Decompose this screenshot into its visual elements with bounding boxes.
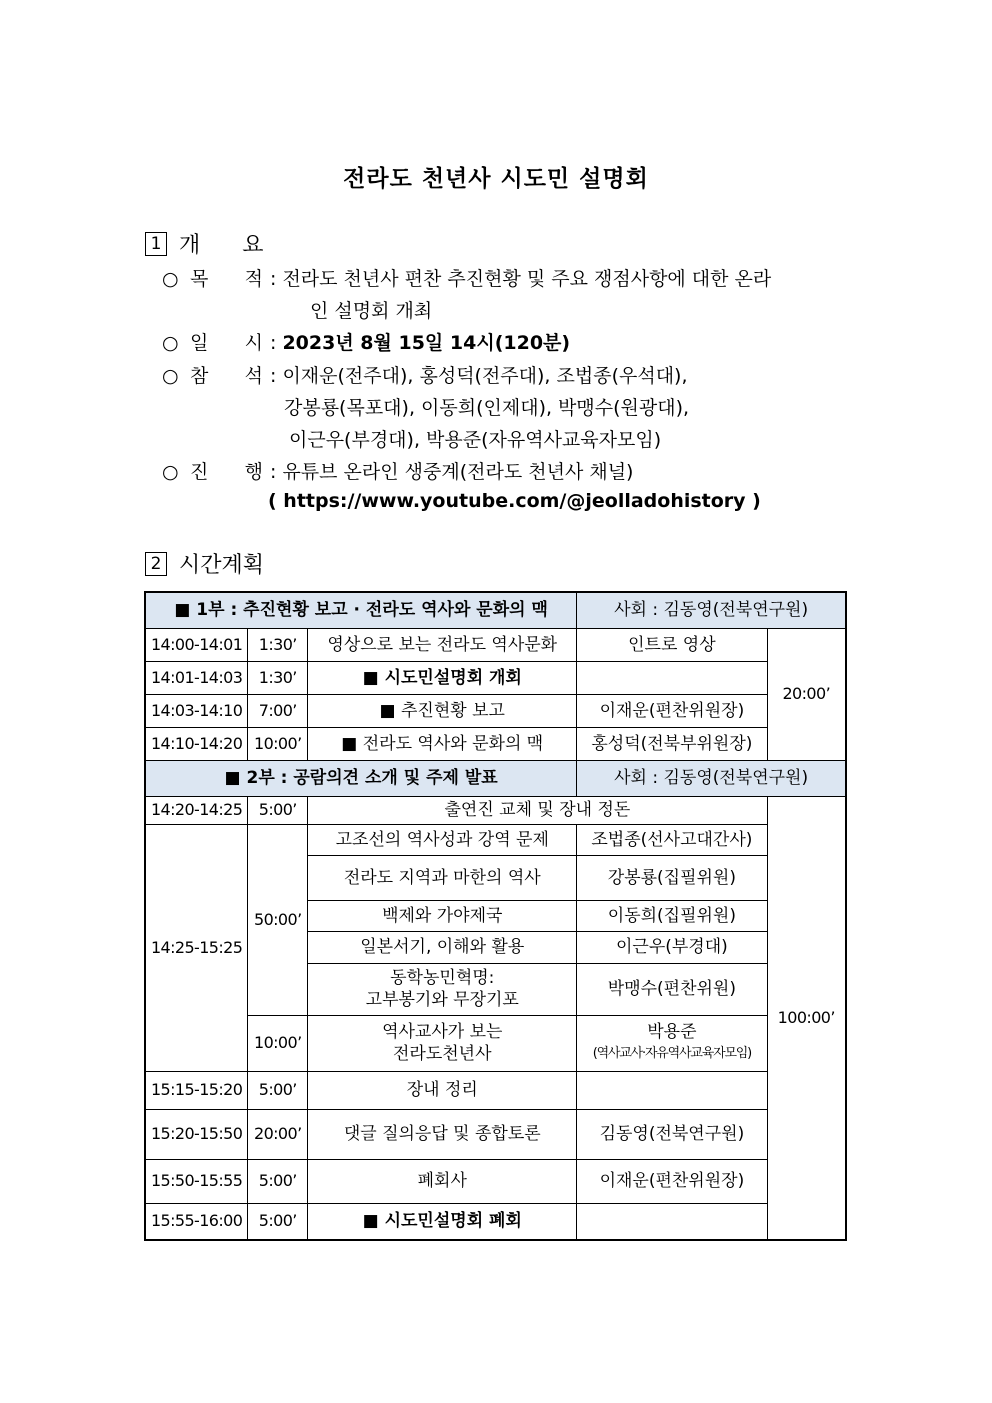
purpose-text-cont: 인 설명회 개최 [310, 300, 433, 322]
time-cell: 14:25-15:25 [145, 824, 248, 1071]
content-line: 고부봉기와 무장기포 [365, 990, 519, 1010]
bullet-circle: ○ [162, 268, 179, 290]
separator: : [270, 461, 277, 483]
separator: : [270, 268, 277, 290]
time-cell: 14:20-14:25 [145, 796, 248, 824]
duration-cell: 10:00’ [248, 727, 308, 760]
part2-header [145, 760, 846, 796]
duration-cell: 10:00’ [248, 1015, 308, 1071]
purpose-label: 목 적 [190, 268, 263, 290]
content-cell: 폐회사 [308, 1159, 577, 1203]
person-cell: 홍성덕(전북부위원장) [577, 727, 767, 760]
section-number-box: 2 [145, 552, 167, 576]
duration-cell: 5:00’ [248, 796, 308, 824]
content-cell: ■ 전라도 역사와 문화의 맥 [308, 727, 577, 760]
person-cell: 이근우(부경대) [577, 931, 767, 963]
section-number-box: 1 [145, 232, 167, 256]
progress-text: 유튜브 온라인 생중계(전라도 천년사 채널) [282, 461, 634, 483]
duration-cell: 5:00’ [248, 1203, 308, 1240]
purpose-text: 전라도 천년사 편찬 추진현황 및 주요 쟁점사항에 대한 온라 [282, 268, 772, 290]
person-cell [577, 661, 767, 694]
separator: : [270, 365, 277, 387]
section-2-title: 시간계획 [179, 553, 265, 578]
person-cell: 조법종(선사고대간사) [577, 824, 767, 855]
content-cell: 전라도 지역과 마한의 역사 [308, 855, 577, 900]
duration-cell: 20:00’ [248, 1109, 308, 1159]
progress-label: 진 행 [190, 461, 263, 483]
content-line: 동학농민혁명: [390, 968, 495, 988]
overview-attendees [162, 361, 688, 388]
section-1-heading [145, 228, 263, 259]
table-row [145, 1203, 846, 1240]
part1-header [145, 592, 846, 628]
content-cell [308, 963, 577, 1015]
bullet-circle: ○ [162, 461, 179, 483]
part1-title: ■ 1부 : 추진현황 보고 · 전라도 역사와 문화의 맥 [145, 592, 577, 628]
table-row [145, 727, 846, 760]
overview-purpose [162, 264, 771, 291]
duration-cell: 1:30’ [248, 661, 308, 694]
content-cell: ■ 시도민설명회 개회 [308, 661, 577, 694]
person-cell [577, 1203, 767, 1240]
time-cell: 15:15-15:20 [145, 1071, 248, 1109]
overview-date [162, 328, 570, 355]
duration-cell: 5:00’ [248, 1071, 308, 1109]
attendees-text-cont: 강봉룡(목포대), 이동희(인제대), 박맹수(원광대), [284, 397, 690, 419]
part1-total: 20:00’ [767, 628, 846, 760]
person-cell: 김동영(전북연구원) [577, 1109, 767, 1159]
content-cell [308, 1015, 577, 1071]
time-cell: 15:55-16:00 [145, 1203, 248, 1240]
document-title: 전라도 천년사 시도민 설명회 [343, 166, 649, 192]
content-cell: 일본서기, 이해와 활용 [308, 931, 577, 963]
person-cell: 인트로 영상 [577, 628, 767, 661]
content-cell: 백제와 가야제국 [308, 900, 577, 931]
duration-cell: 50:00’ [248, 824, 308, 1015]
section-1-title: 개 요 [179, 233, 264, 258]
bullet-circle: ○ [162, 365, 179, 387]
time-cell: 14:00-14:01 [145, 628, 248, 661]
content-line: 전라도천년사 [392, 1044, 492, 1064]
date-label: 일 시 [190, 332, 263, 354]
time-cell: 14:03-14:10 [145, 694, 248, 727]
content-cell: 영상으로 보는 전라도 역사문화 [308, 628, 577, 661]
person-cell: 강봉룡(집필위원) [577, 855, 767, 900]
schedule-table [144, 591, 847, 1241]
attendees-text-cont2: 이근우(부경대), 박용준(자유역사교육자모임) [289, 429, 662, 451]
duration-cell: 1:30’ [248, 628, 308, 661]
person-cell [577, 1015, 767, 1071]
table-row [145, 694, 846, 727]
separator: : [270, 332, 277, 354]
person-line: 박용준 [647, 1022, 697, 1042]
part2-title: ■ 2부 : 공람의견 소개 및 주제 발표 [145, 760, 577, 796]
person-cell [577, 1071, 767, 1109]
duration-cell: 7:00’ [248, 694, 308, 727]
table-row [145, 1071, 846, 1109]
person-line: (역사교사·자유역사교육자모임) [592, 1046, 752, 1061]
date-text: 2023년 8월 15일 14시(120분) [282, 332, 571, 354]
table-row [145, 1015, 846, 1071]
table-row [145, 824, 846, 855]
section-2-heading [145, 548, 264, 579]
time-cell: 14:10-14:20 [145, 727, 248, 760]
content-cell: 댓글 질의응답 및 종합토론 [308, 1109, 577, 1159]
content-cell: ■ 추진현황 보고 [308, 694, 577, 727]
content-cell: ■ 시도민설명회 폐회 [308, 1203, 577, 1240]
time-cell: 15:20-15:50 [145, 1109, 248, 1159]
duration-cell: 5:00’ [248, 1159, 308, 1203]
attendees-text: 이재운(전주대), 홍성덕(전주대), 조법종(우석대), [282, 365, 688, 387]
time-cell: 14:01-14:03 [145, 661, 248, 694]
youtube-link[interactable]: ( https://www.youtube.com/@jeolladohistory ) [268, 490, 761, 512]
content-cell: 출연진 교체 및 장내 정돈 [308, 796, 767, 824]
table-row [145, 1159, 846, 1203]
part2-host: 사회 : 김동영(전북연구원) [577, 760, 846, 796]
person-cell: 박맹수(편찬위원) [577, 963, 767, 1015]
person-cell: 이재운(편찬위원장) [577, 694, 767, 727]
part2-total: 100:00’ [767, 796, 846, 1240]
part1-host: 사회 : 김동영(전북연구원) [577, 592, 846, 628]
attendees-label: 참 석 [190, 365, 263, 387]
time-cell: 15:50-15:55 [145, 1159, 248, 1203]
bullet-circle: ○ [162, 332, 179, 354]
person-cell: 이재운(편찬위원장) [577, 1159, 767, 1203]
person-cell: 이동희(집필위원) [577, 900, 767, 931]
content-cell: 고조선의 역사성과 강역 문제 [308, 824, 577, 855]
table-row [145, 796, 846, 824]
content-cell: 장내 정리 [308, 1071, 577, 1109]
table-row [145, 661, 846, 694]
content-line: 역사교사가 보는 [382, 1022, 503, 1042]
table-row [145, 1109, 846, 1159]
overview-progress [162, 457, 633, 484]
table-row [145, 628, 846, 661]
